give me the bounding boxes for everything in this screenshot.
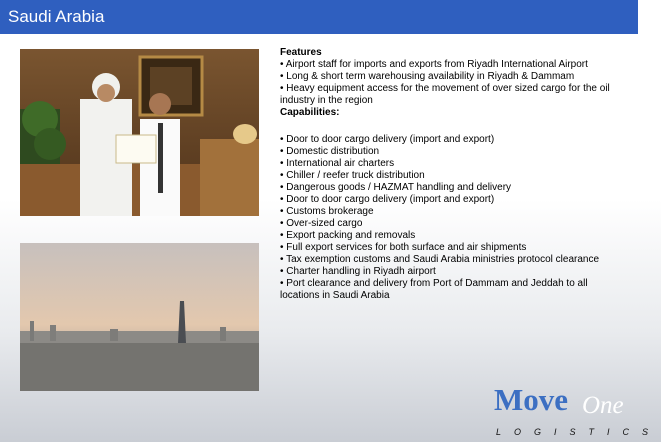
features-heading: Features <box>280 47 322 58</box>
title-bar <box>0 0 638 34</box>
capability-item: • Port clearance and delivery from Port of Dammam and Jeddah to all locations in Saudi Arabia <box>280 278 588 301</box>
capability-item: • Tax exemption customs and Saudi Arabia ministries protocol clearance <box>280 254 600 265</box>
logo-accent: One <box>582 392 624 419</box>
capability-item: • Full export services for both surface and air shipments <box>280 242 527 253</box>
feature-item: • Airport staff for imports and exports from Riyadh International Airport <box>280 59 588 70</box>
feature-item: • Long & short term warehousing availability in Riyadh & Dammam <box>280 71 575 82</box>
capabilities-heading: Capabilities: <box>280 107 340 118</box>
logo-wordmark: Move <box>494 382 569 417</box>
capability-item: • Customs brokerage <box>280 206 374 217</box>
capability-item: • Domestic distribution <box>280 146 380 157</box>
capability-item: • Over-sized cargo <box>280 218 363 229</box>
capability-item: • Chiller / reefer truck distribution <box>280 170 425 181</box>
capability-item: • Door to door cargo delivery (import and export) <box>280 194 495 205</box>
capability-item: • Charter handling in Riyadh airport <box>280 266 436 277</box>
city-skyline-image <box>20 243 259 391</box>
page-title: Saudi Arabia <box>8 7 105 26</box>
logo-subtitle: LOGISTICS <box>496 427 661 437</box>
capability-item: • Door to door cargo delivery (import and export) <box>280 134 495 145</box>
capability-item: • Dangerous goods / HAZMAT handling and delivery <box>280 182 512 193</box>
office-scene-image <box>20 49 259 216</box>
feature-item: • Heavy equipment access for the movement of over sized cargo for the oil industry in the region <box>280 83 610 106</box>
capabilities-list <box>280 134 615 302</box>
moveone-logo <box>490 382 661 438</box>
handshake-photo <box>20 49 259 216</box>
riyadh-skyline-photo <box>20 243 259 391</box>
capability-item: • International air charters <box>280 158 395 169</box>
capability-item: • Export packing and removals <box>280 230 416 241</box>
services-description <box>280 47 615 302</box>
